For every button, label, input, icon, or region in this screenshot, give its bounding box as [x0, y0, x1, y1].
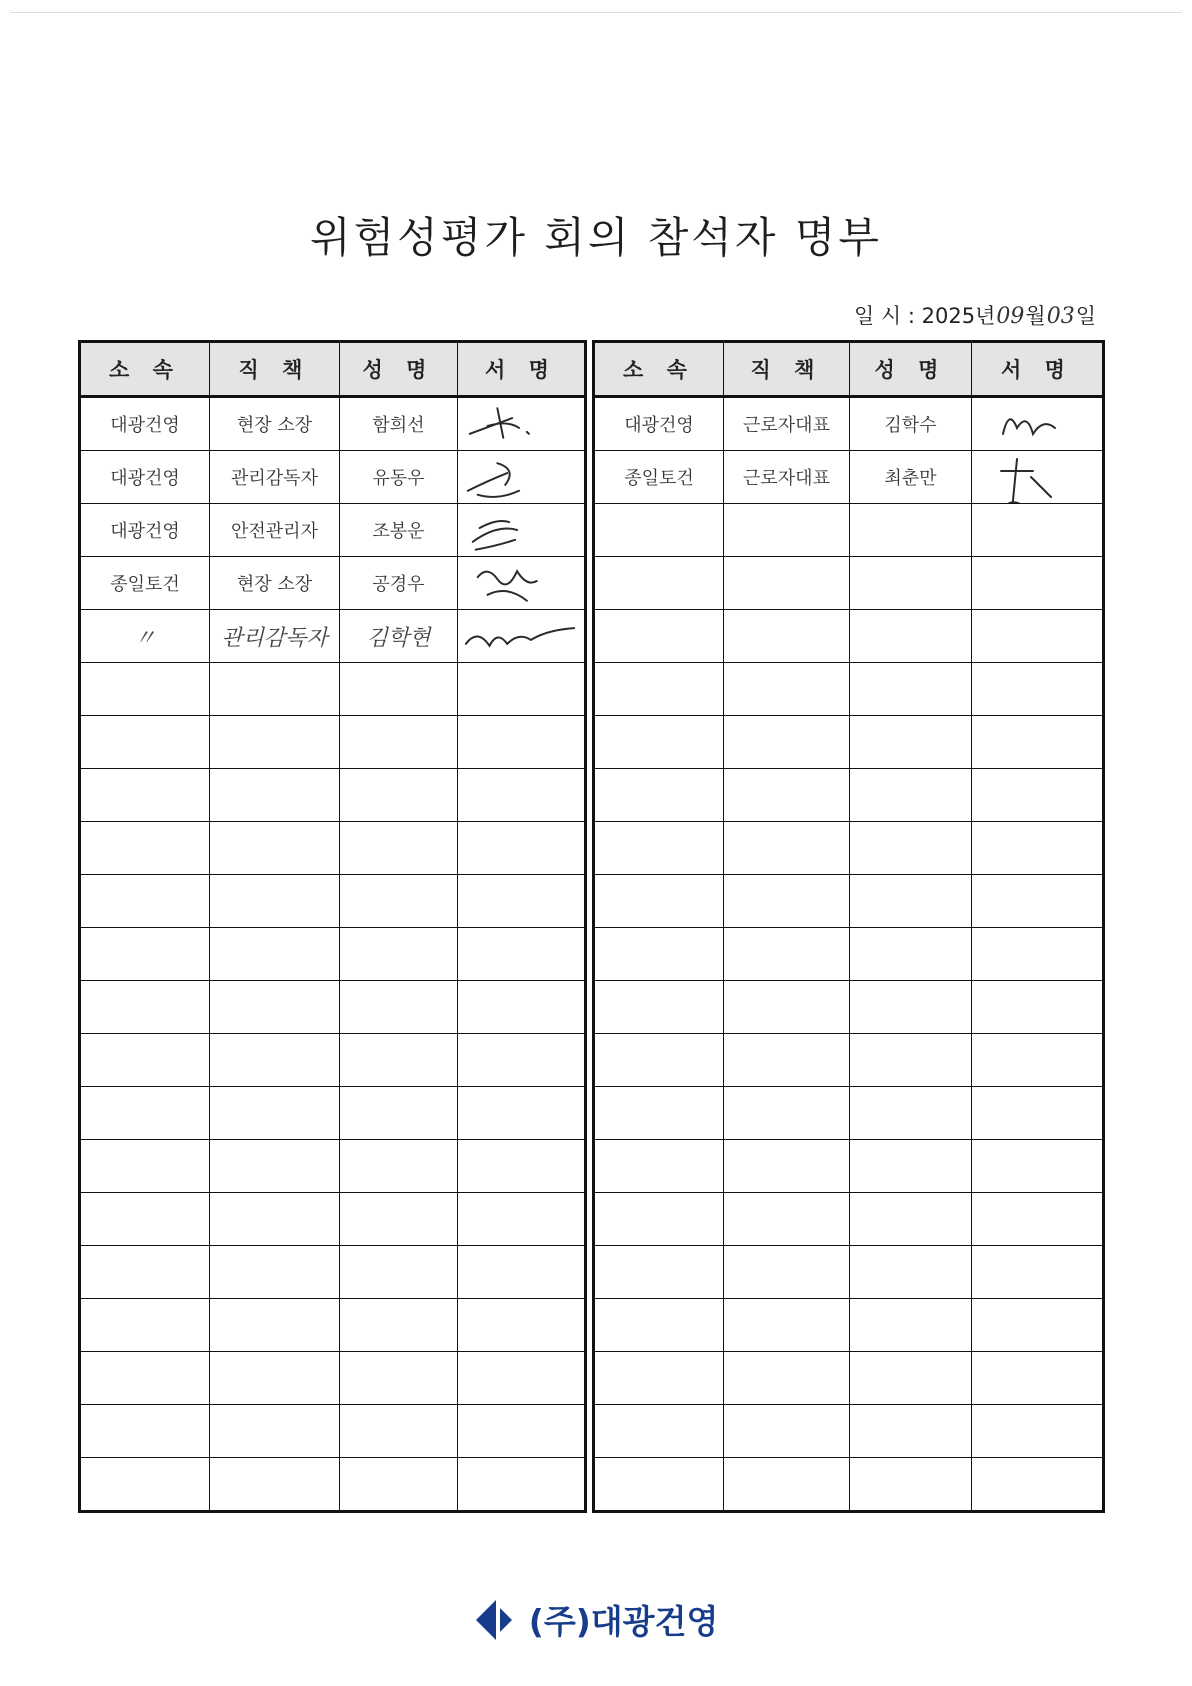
- position-cell: [724, 928, 850, 981]
- table-row: [594, 928, 1104, 981]
- name-cell: [340, 1458, 458, 1512]
- date-day-unit: 일: [1075, 304, 1096, 328]
- table-row: [80, 716, 586, 769]
- position-cell: [210, 875, 340, 928]
- name-cell: [340, 769, 458, 822]
- name-cell: [850, 1352, 972, 1405]
- name-cell: [340, 1405, 458, 1458]
- position-cell: [210, 1458, 340, 1512]
- date-label: 일 시 :: [853, 304, 922, 328]
- position-cell: [210, 663, 340, 716]
- affiliation-cell: [594, 1087, 724, 1140]
- table-row: [80, 557, 586, 610]
- affiliation-cell: [594, 1140, 724, 1193]
- position-cell: [724, 1087, 850, 1140]
- name-cell: 김학현: [340, 610, 458, 663]
- position-cell: 현장 소장: [210, 557, 340, 610]
- position-cell: [210, 1087, 340, 1140]
- signature-cell: [458, 557, 586, 610]
- position-cell: [724, 716, 850, 769]
- affiliation-cell: [594, 1034, 724, 1087]
- table-row: [80, 1352, 586, 1405]
- signature-cell: [458, 1405, 586, 1458]
- signature-cell: [458, 822, 586, 875]
- name-cell: [850, 663, 972, 716]
- affiliation-cell: [80, 875, 210, 928]
- position-header: 직 책: [210, 342, 340, 397]
- name-cell: 김학수: [850, 397, 972, 451]
- position-cell: [724, 1299, 850, 1352]
- name-cell: 공경우: [340, 557, 458, 610]
- table-row: [594, 1140, 1104, 1193]
- date-year: 2025: [921, 304, 976, 328]
- name-cell: [850, 1034, 972, 1087]
- name-cell: 최춘만: [850, 451, 972, 504]
- signature-cell: [972, 1299, 1104, 1352]
- position-cell: [724, 875, 850, 928]
- signature-cell: [458, 875, 586, 928]
- position-cell: [724, 663, 850, 716]
- table-row: [594, 610, 1104, 663]
- footer: [0, 1596, 1192, 1643]
- position-cell: 안전관리자: [210, 504, 340, 557]
- position-cell: 근로자대표: [724, 397, 850, 451]
- table-row: [594, 451, 1104, 504]
- signature-cell: [458, 1140, 586, 1193]
- date-year-unit: 년: [975, 304, 996, 328]
- company-name: (주)대광건영: [528, 1602, 719, 1641]
- table-row: [80, 1087, 586, 1140]
- table-row: [594, 769, 1104, 822]
- attendee-table-right: [592, 340, 1105, 1513]
- table-row: [594, 1405, 1104, 1458]
- name-header: 성 명: [850, 342, 972, 397]
- table-row: [594, 1246, 1104, 1299]
- table-row: [80, 504, 586, 557]
- signature-cell: [458, 1458, 586, 1512]
- daekwang-logo-icon: [474, 1598, 518, 1642]
- name-cell: 조봉운: [340, 504, 458, 557]
- table-row: [594, 1352, 1104, 1405]
- name-cell: [850, 716, 972, 769]
- top-rule: [10, 12, 1182, 13]
- date-month: 09: [996, 304, 1025, 329]
- name-cell: [850, 1405, 972, 1458]
- signature-cell: [458, 504, 586, 557]
- affiliation-cell: [80, 928, 210, 981]
- name-cell: [850, 504, 972, 557]
- table-row: [594, 875, 1104, 928]
- affiliation-cell: [80, 981, 210, 1034]
- name-cell: [340, 928, 458, 981]
- position-cell: [724, 1140, 850, 1193]
- position-cell: [724, 769, 850, 822]
- name-cell: [340, 981, 458, 1034]
- affiliation-cell: [594, 822, 724, 875]
- name-cell: 유동우: [340, 451, 458, 504]
- position-cell: [724, 1193, 850, 1246]
- signature-mark: [972, 451, 1102, 503]
- signature-mark: [458, 451, 584, 503]
- position-cell: [210, 716, 340, 769]
- signature-cell: [972, 1034, 1104, 1087]
- position-header: 직 책: [724, 342, 850, 397]
- name-header: 성 명: [340, 342, 458, 397]
- affiliation-cell: [594, 610, 724, 663]
- position-cell: [210, 1193, 340, 1246]
- signature-cell: [972, 1087, 1104, 1140]
- signature-mark: [458, 504, 584, 556]
- table-row: [594, 1193, 1104, 1246]
- name-cell: [340, 822, 458, 875]
- signature-cell: [458, 610, 586, 663]
- table-row: [594, 663, 1104, 716]
- table-row: [80, 1299, 586, 1352]
- name-cell: [340, 1034, 458, 1087]
- name-cell: [850, 610, 972, 663]
- position-cell: [210, 1246, 340, 1299]
- signature-cell: [972, 451, 1104, 504]
- signature-cell: [972, 1352, 1104, 1405]
- name-cell: [340, 1193, 458, 1246]
- affiliation-cell: [594, 1193, 724, 1246]
- table-row: [80, 981, 586, 1034]
- affiliation-header: 소 속: [80, 342, 210, 397]
- affiliation-cell: 종일토건: [594, 451, 724, 504]
- affiliation-cell: [594, 928, 724, 981]
- position-cell: [724, 1246, 850, 1299]
- affiliation-cell: [594, 557, 724, 610]
- affiliation-cell: 〃: [80, 610, 210, 663]
- date-month-unit: 월: [1025, 304, 1046, 328]
- signature-cell: [458, 1087, 586, 1140]
- name-cell: [340, 1140, 458, 1193]
- affiliation-header: 소 속: [594, 342, 724, 397]
- name-cell: [340, 663, 458, 716]
- table-row: [80, 875, 586, 928]
- affiliation-cell: [80, 1087, 210, 1140]
- signature-cell: [972, 928, 1104, 981]
- signature-cell: [458, 451, 586, 504]
- signature-cell: [458, 981, 586, 1034]
- affiliation-cell: [594, 1299, 724, 1352]
- affiliation-cell: [80, 1140, 210, 1193]
- position-cell: [724, 504, 850, 557]
- affiliation-cell: [594, 716, 724, 769]
- table-row: [80, 1193, 586, 1246]
- name-cell: [340, 716, 458, 769]
- signature-cell: [972, 769, 1104, 822]
- table-row: [80, 1034, 586, 1087]
- signature-cell: [972, 557, 1104, 610]
- signature-mark: [458, 398, 584, 450]
- name-cell: [850, 557, 972, 610]
- table-row: [594, 981, 1104, 1034]
- name-cell: [850, 981, 972, 1034]
- affiliation-cell: 대광건영: [80, 397, 210, 451]
- affiliation-cell: [80, 1405, 210, 1458]
- signature-cell: [972, 1193, 1104, 1246]
- position-cell: [724, 822, 850, 875]
- name-cell: [340, 1352, 458, 1405]
- table-row: [80, 1140, 586, 1193]
- signature-cell: [972, 822, 1104, 875]
- signature-cell: [972, 663, 1104, 716]
- position-cell: [724, 557, 850, 610]
- position-cell: 관리감독자: [210, 451, 340, 504]
- affiliation-cell: [80, 822, 210, 875]
- signature-cell: [972, 1458, 1104, 1512]
- table-row: [80, 1458, 586, 1512]
- name-cell: [850, 1087, 972, 1140]
- meeting-date: [854, 300, 1096, 330]
- signature-cell: [458, 663, 586, 716]
- table-row: [594, 504, 1104, 557]
- position-cell: [210, 1299, 340, 1352]
- signature-cell: [972, 397, 1104, 451]
- table-row: [594, 397, 1104, 451]
- position-cell: [210, 981, 340, 1034]
- signature-cell: [972, 610, 1104, 663]
- table-row: [594, 1034, 1104, 1087]
- signature-cell: [458, 769, 586, 822]
- signature-cell: [972, 1140, 1104, 1193]
- position-cell: [210, 769, 340, 822]
- table-row: [80, 928, 586, 981]
- signature-cell: [458, 1246, 586, 1299]
- affiliation-cell: [80, 663, 210, 716]
- attendee-table-left: [78, 340, 587, 1513]
- affiliation-cell: [594, 1405, 724, 1458]
- name-cell: [850, 822, 972, 875]
- name-cell: [850, 769, 972, 822]
- name-cell: [850, 1193, 972, 1246]
- signature-cell: [972, 1405, 1104, 1458]
- signature-cell: [972, 716, 1104, 769]
- affiliation-cell: 대광건영: [594, 397, 724, 451]
- name-cell: [340, 1246, 458, 1299]
- position-cell: [724, 1352, 850, 1405]
- affiliation-cell: [594, 875, 724, 928]
- name-cell: [850, 1299, 972, 1352]
- position-cell: [724, 981, 850, 1034]
- position-cell: [210, 1405, 340, 1458]
- name-cell: [850, 928, 972, 981]
- position-cell: [724, 1034, 850, 1087]
- affiliation-cell: [80, 1246, 210, 1299]
- name-cell: [340, 1299, 458, 1352]
- table-row: [80, 1405, 586, 1458]
- name-cell: [850, 875, 972, 928]
- signature-cell: [458, 1193, 586, 1246]
- signature-cell: [458, 928, 586, 981]
- affiliation-cell: [594, 663, 724, 716]
- position-cell: [724, 1405, 850, 1458]
- affiliation-cell: [594, 1246, 724, 1299]
- position-cell: 근로자대표: [724, 451, 850, 504]
- signature-cell: [458, 397, 586, 451]
- date-day: 03: [1046, 304, 1075, 329]
- affiliation-cell: [80, 1352, 210, 1405]
- position-cell: [724, 1458, 850, 1512]
- affiliation-cell: 대광건영: [80, 504, 210, 557]
- position-cell: [210, 1140, 340, 1193]
- position-cell: [724, 610, 850, 663]
- position-cell: [210, 822, 340, 875]
- table-row: [594, 557, 1104, 610]
- affiliation-cell: [80, 1458, 210, 1512]
- affiliation-cell: [80, 1193, 210, 1246]
- signature-header: 서 명: [972, 342, 1104, 397]
- name-cell: [850, 1458, 972, 1512]
- table-row: [594, 716, 1104, 769]
- signature-cell: [972, 1246, 1104, 1299]
- position-cell: [210, 1352, 340, 1405]
- affiliation-cell: 대광건영: [80, 451, 210, 504]
- position-cell: [210, 928, 340, 981]
- table-row: [594, 1087, 1104, 1140]
- affiliation-cell: [594, 1458, 724, 1512]
- name-cell: [850, 1140, 972, 1193]
- position-cell: 현장 소장: [210, 397, 340, 451]
- table-row: [80, 1246, 586, 1299]
- name-cell: [340, 1087, 458, 1140]
- signature-mark: [972, 398, 1102, 450]
- table-row: [80, 610, 586, 663]
- affiliation-cell: [594, 504, 724, 557]
- affiliation-cell: [594, 981, 724, 1034]
- signature-cell: [972, 981, 1104, 1034]
- signature-mark: [458, 557, 584, 609]
- affiliation-cell: [594, 769, 724, 822]
- signature-cell: [458, 1299, 586, 1352]
- page-title: 위험성평가 회의 참석자 명부: [310, 213, 882, 262]
- name-cell: [850, 1246, 972, 1299]
- affiliation-cell: [80, 1034, 210, 1087]
- affiliation-cell: [80, 1299, 210, 1352]
- table-row: [80, 397, 586, 451]
- signature-cell: [458, 716, 586, 769]
- signature-cell: [972, 504, 1104, 557]
- table-row: [80, 451, 586, 504]
- name-cell: 함희선: [340, 397, 458, 451]
- position-cell: 관리감독자: [210, 610, 340, 663]
- affiliation-cell: [594, 1352, 724, 1405]
- signature-header: 서 명: [458, 342, 586, 397]
- table-row: [80, 822, 586, 875]
- signature-cell: [972, 875, 1104, 928]
- table-row: [80, 769, 586, 822]
- table-row: [594, 1299, 1104, 1352]
- table-row: [594, 1458, 1104, 1512]
- affiliation-cell: [80, 769, 210, 822]
- signature-cell: [458, 1352, 586, 1405]
- signature-mark: [458, 610, 584, 662]
- affiliation-cell: [80, 716, 210, 769]
- position-cell: [210, 1034, 340, 1087]
- table-row: [80, 663, 586, 716]
- signature-cell: [458, 1034, 586, 1087]
- affiliation-cell: 종일토건: [80, 557, 210, 610]
- name-cell: [340, 875, 458, 928]
- table-row: [594, 822, 1104, 875]
